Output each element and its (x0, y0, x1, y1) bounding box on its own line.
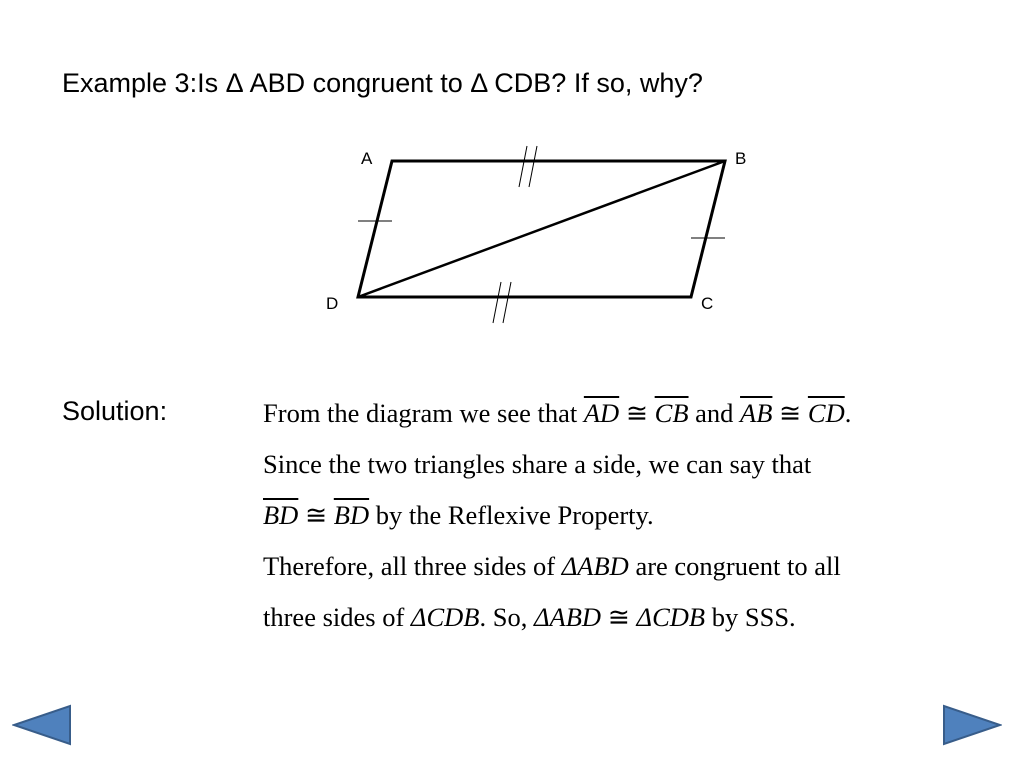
solution-label: Solution: (62, 396, 168, 426)
solution-text-segment: three sides of (263, 602, 411, 632)
diagonal-bd (358, 161, 725, 297)
congruent-symbol: ≅ (772, 398, 808, 428)
solution-line-2: Since the two triangles share a side, we can say that (263, 449, 812, 479)
triangle-right-icon[interactable] (944, 706, 1000, 744)
slide-title: Example 3:Is Δ ABD congruent to Δ CDB? If so, why? (62, 68, 703, 98)
triangle-left-icon[interactable] (14, 706, 70, 744)
triangle-abd: ΔABD (533, 602, 602, 632)
segment-cb: $\overline{CB}$ (654, 398, 689, 428)
segment-bd: $\overline{BD}$ (263, 500, 299, 530)
vertex-label-d: D (326, 294, 339, 313)
next-slide-button[interactable] (942, 704, 1002, 746)
solution-text-segment: Therefore, all three sides of (263, 551, 562, 581)
triangle-abd: ΔABD (561, 551, 629, 581)
double-tick-dc-2 (503, 282, 511, 323)
solution-text-segment: are congruent to all (628, 551, 841, 581)
segment-bd: $\overline{BD}$ (333, 500, 370, 530)
solution-line-5 (263, 592, 851, 643)
solution-text-segment: . (844, 398, 852, 428)
vertex-label-c: C (701, 294, 714, 313)
solution-line-4 (263, 541, 851, 592)
solution-line-1 (263, 388, 851, 439)
parallelogram-diagram (0, 0, 1024, 360)
double-tick-ab-2 (529, 146, 537, 187)
solution-text-segment: by SSS. (705, 602, 796, 632)
solution-text (263, 388, 851, 643)
solution-line-3 (263, 490, 851, 541)
vertex-label-b: B (735, 149, 747, 168)
congruent-symbol: ≅ (601, 602, 637, 632)
double-tick-ab-1 (519, 146, 527, 187)
double-tick-dc-1 (493, 282, 501, 323)
vertex-label-a: A (361, 149, 373, 168)
congruent-symbol: ≅ (619, 398, 655, 428)
previous-slide-button[interactable] (12, 704, 72, 746)
triangle-cdb: ΔCDB (636, 602, 706, 632)
solution-text-segment: From the diagram we see that (263, 398, 584, 428)
segment-ad: $\overline{AD}$ (583, 398, 620, 428)
congruent-symbol: ≅ (298, 500, 334, 530)
solution-text-segment: by the Reflexive Property. (369, 500, 654, 530)
solution-text-segment: and (688, 398, 741, 428)
segment-cd: $\overline{CD}$ (807, 398, 845, 428)
segment-ab: $\overline{AB}$ (740, 398, 773, 428)
solution-text-segment: . So, (479, 602, 534, 632)
triangle-cdb: ΔCDB (410, 602, 480, 632)
